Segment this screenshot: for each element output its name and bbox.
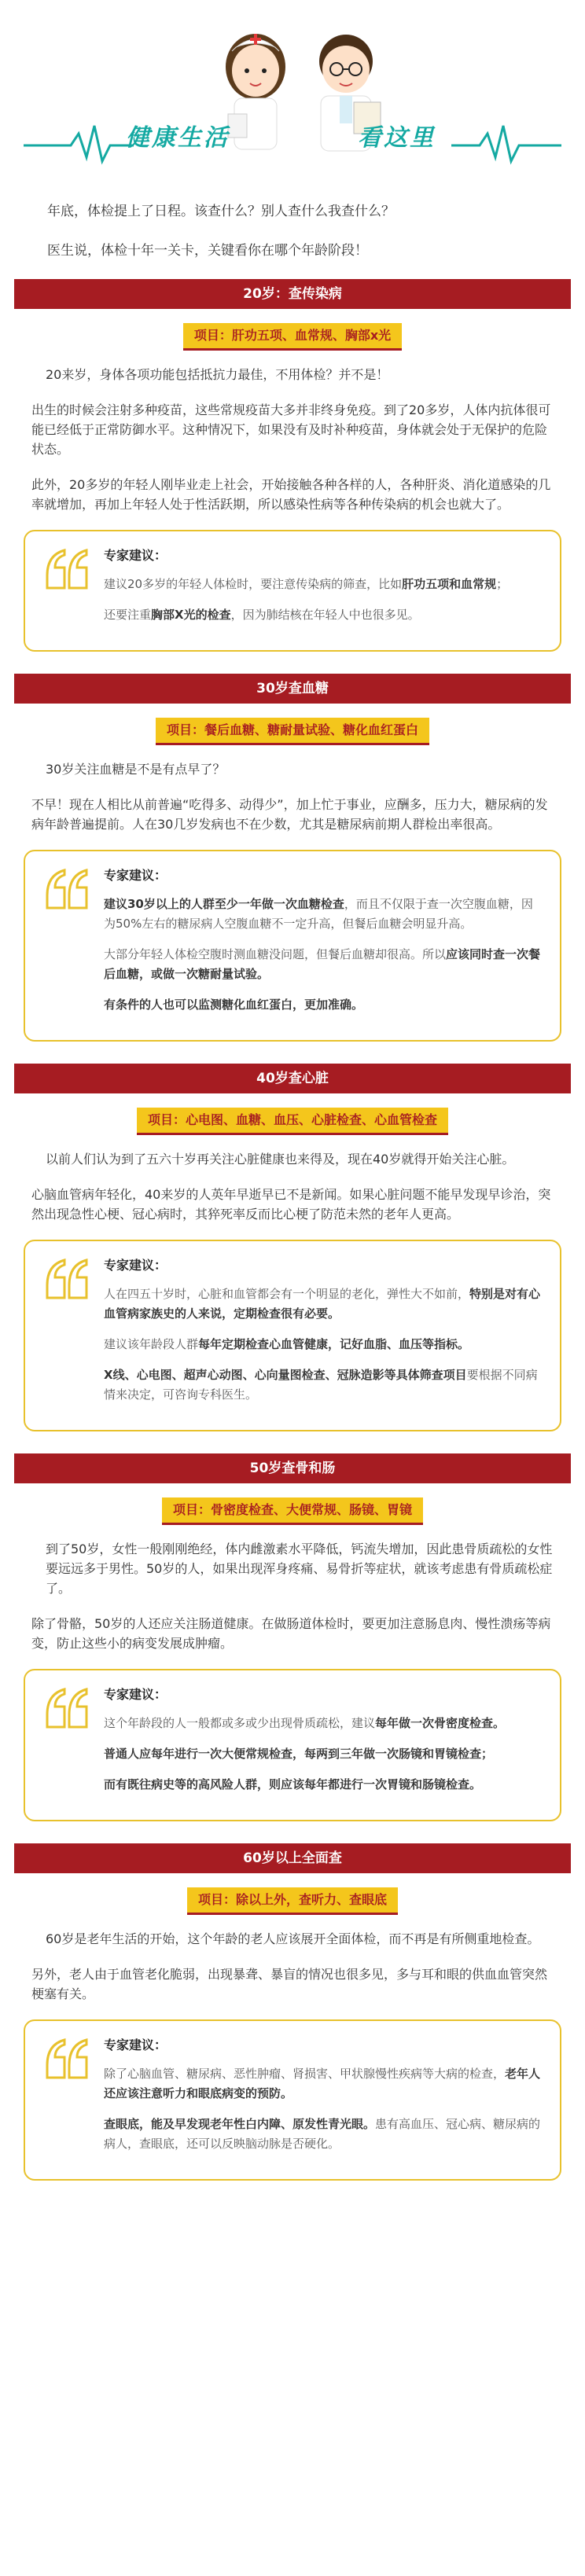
section-paragraph: 以前人们认为到了五六十岁再关注心脏健康也来得及，现在40岁就得开始关注心脏。 [46, 1152, 515, 1167]
section-paragraph: 不早！现在人相比从前普遍“吃得多、动得少”，加上忙于事业，应酬多，压力大，糖尿病的发病年龄普遍提前。人在30几岁发病也不在少数，尤其是糖尿病前期人群检出率很高。 [31, 797, 548, 832]
expert-advice-paragraph [104, 1775, 541, 1795]
section-items: 项目：骨密度检查、大便常规、肠镜、胃镜 [162, 1497, 423, 1525]
quote-icon [42, 544, 93, 594]
expert-advice-highlight: 老年人还应该注意听力和眼底病变的预防。 [104, 2067, 541, 2100]
expert-advice-text: 要根据不同病情来决定，可咨询专科医生。 [104, 1368, 538, 1402]
expert-advice-title: 专家建议： [104, 1687, 167, 1702]
section-paragraph: 心脑血管病年轻化，40来岁的人英年早逝早已不是新闻。如果心脏问题不能早发现早诊治，突然出现急性心梗、冠心病时，其猝死率反而比心梗了防范未然的老年人更高。 [31, 1187, 551, 1222]
expert-advice-title: 专家建议： [104, 1258, 167, 1273]
intro [0, 200, 585, 262]
section-heading: 20岁：查传染病 [14, 279, 571, 309]
expert-advice-box [24, 850, 561, 1042]
expert-advice-highlight: 普通人应每年进行一次大便常规检查，每两到三年做一次肠镜和胃镜检查； [104, 1747, 494, 1761]
expert-advice-paragraph [104, 575, 541, 594]
expert-advice-text: 这个年龄段的人一般都或多或少出现骨质疏松，建议 [104, 1716, 376, 1730]
section-heading: 40岁查心脏 [14, 1064, 571, 1093]
expert-advice-paragraph [104, 1365, 541, 1405]
section-items: 项目：肝功五项、血常规、胸部x光 [183, 323, 402, 351]
section-heading: 60岁以上全面查 [14, 1843, 571, 1873]
expert-advice-paragraph [104, 1284, 541, 1324]
expert-advice-highlight: X线、心电图、超声心动图、心向量图检查、冠脉造影等具体筛查项目 [104, 1368, 467, 1382]
quote-icon [42, 864, 93, 914]
section-paragraph: 20来岁，身体各项功能包括抵抗力最佳，不用体检？并不是！ [46, 367, 389, 382]
expert-advice-text: ，因为肺结核在年轻人中也很多见。 [230, 608, 420, 622]
header-title-right: 看这里 [358, 124, 436, 152]
section-paragraph: 除了骨骼，50岁的人还应关注肠道健康。在做肠道体检时，要更加注意肠息肉、慢性溃疡等病变，防止这些小的病变发展成肿瘤。 [31, 1616, 551, 1651]
section-paragraph: 到了50岁，女性一般刚刚绝经，体内雌激素水平降低，钙流失增加，因此患骨质疏松的女性要远远多于男性。50岁的人，如果出现浑身疼痛、易骨折等症状，就该考虑患有骨质疏松症了。 [46, 1542, 553, 1596]
expert-advice-paragraph [104, 2064, 541, 2104]
expert-advice-highlight: 建议30岁以上的人群至少一年做一次血糖检查 [104, 897, 344, 911]
expert-advice-title: 专家建议： [104, 2038, 167, 2052]
expert-advice-paragraph [104, 2115, 541, 2154]
expert-advice-paragraph [104, 1744, 541, 1764]
expert-advice-paragraph [104, 895, 541, 934]
section-items: 项目：心电图、血糖、血压、心脏检查、心血管检查 [137, 1108, 448, 1135]
expert-advice-text: 人在四五十岁时，心脏和血管都会有一个明显的老化，弹性大不如前， [104, 1287, 470, 1301]
quote-icon [42, 2034, 93, 2084]
expert-advice-text: 除了心脑血管、糖尿病、恶性肿瘤、肾损害、甲状腺慢性疾病等大病的检查， [104, 2067, 506, 2081]
intro-paragraph: 医生说，体检十年一关卡，关键看你在哪个年龄阶段！ [47, 243, 368, 259]
section-items: 项目：除以上外，查听力、查眼底 [187, 1887, 398, 1915]
header-banner [0, 0, 585, 200]
expert-advice-text: 建议20多岁的年轻人体检时，要注意传染病的筛查，比如 [104, 577, 403, 591]
expert-advice-highlight: 而有既往病史等的高风险人群，则应该每年都进行一次胃镜和肠镜检查。 [104, 1777, 482, 1791]
intro-paragraph: 年底，体检提上了日程。该查什么？别人查什么我查什么？ [47, 204, 395, 219]
section-paragraph: 60岁是老年生活的开始，这个年龄的老人应该展开全面体检，而不再是有所侧重地检查。 [46, 1931, 540, 1946]
expert-advice-title: 专家建议： [104, 868, 167, 883]
expert-advice-paragraph [104, 945, 541, 984]
expert-advice-text: ； [496, 577, 509, 591]
expert-advice-text: 大部分年轻人体检空腹时测血糖没问题，但餐后血糖却很高。所以 [104, 947, 447, 961]
section-items: 项目：餐后血糖、糖耐量试验、糖化血红蛋白 [156, 718, 429, 745]
section-paragraph: 另外，老人由于血管老化脆弱，出现暴聋、暴盲的情况也很多见，多与耳和眼的供血血管突然梗塞有关。 [31, 1967, 548, 2001]
expert-advice-title: 专家建议： [104, 548, 167, 563]
expert-advice-box [24, 1240, 561, 1431]
expert-advice-highlight: 特别是对有心血管病家族史的人来说，定期检查很有必要。 [104, 1287, 541, 1321]
expert-advice-paragraph [104, 1714, 541, 1733]
expert-advice-box [24, 2019, 561, 2181]
expert-advice-highlight: 每年做一次骨密度检查。 [375, 1716, 506, 1730]
expert-advice-highlight: 肝功五项和血常规 [402, 577, 497, 591]
expert-advice-highlight: 应该同时查一次餐后血糖，或做一次糖耐量试验。 [104, 947, 541, 981]
expert-advice-paragraph [104, 1335, 541, 1354]
expert-advice-box [24, 1669, 561, 1821]
expert-advice-paragraph [104, 605, 541, 625]
expert-advice-highlight: 胸部X光的检查 [151, 608, 231, 622]
sections [0, 279, 585, 2181]
expert-advice-box [24, 530, 561, 652]
quote-icon [42, 1683, 93, 1733]
section-heading: 50岁查骨和肠 [14, 1453, 571, 1483]
section-heading: 30岁查血糖 [14, 674, 571, 704]
expert-advice-highlight: 每年定期检查心血管健康，记好血脂、血压等指标。 [198, 1337, 470, 1351]
section-paragraph: 出生的时候会注射多种疫苗，这些常规疫苗大多并非终身免疫。到了20多岁，人体内抗体很可能已经低于正常防御水平。这种情况下，如果没有及时补种疫苗，身体就会处于无保护的危险状态。 [31, 402, 551, 457]
expert-advice-text: 建议该年龄段人群 [104, 1337, 199, 1351]
expert-advice-paragraph [104, 995, 541, 1015]
section-paragraph: 30岁关注血糖是不是有点早了？ [46, 762, 226, 777]
expert-advice-highlight: 查眼底，能及早发现老年性白内障、原发性青光眼。 [104, 2117, 376, 2131]
expert-advice-text: ，而且不仅限于查一次空腹血糖，因为50%左右的糖尿病人空腹血糖不一定升高，但餐后血糖会明显升高。 [104, 897, 533, 931]
quote-icon [42, 1254, 93, 1304]
expert-advice-highlight: 有条件的人也可以监测糖化血红蛋白，更加准确。 [104, 998, 364, 1012]
expert-advice-text: 还要注重 [104, 608, 152, 622]
header-title-left: 健康生活 [126, 124, 230, 152]
section-paragraph: 此外，20多岁的年轻人刚毕业走上社会，开始接触各种各样的人，各种肝炎、消化道感染的几率就增加，再加上年轻人处于性活跃期，所以感染性病等各种传染病的机会也就大了。 [31, 477, 551, 512]
expert-advice-text: 患有高血压、冠心病、糖尿病的病人，查眼底，还可以反映脑动脉是否硬化。 [104, 2117, 541, 2151]
